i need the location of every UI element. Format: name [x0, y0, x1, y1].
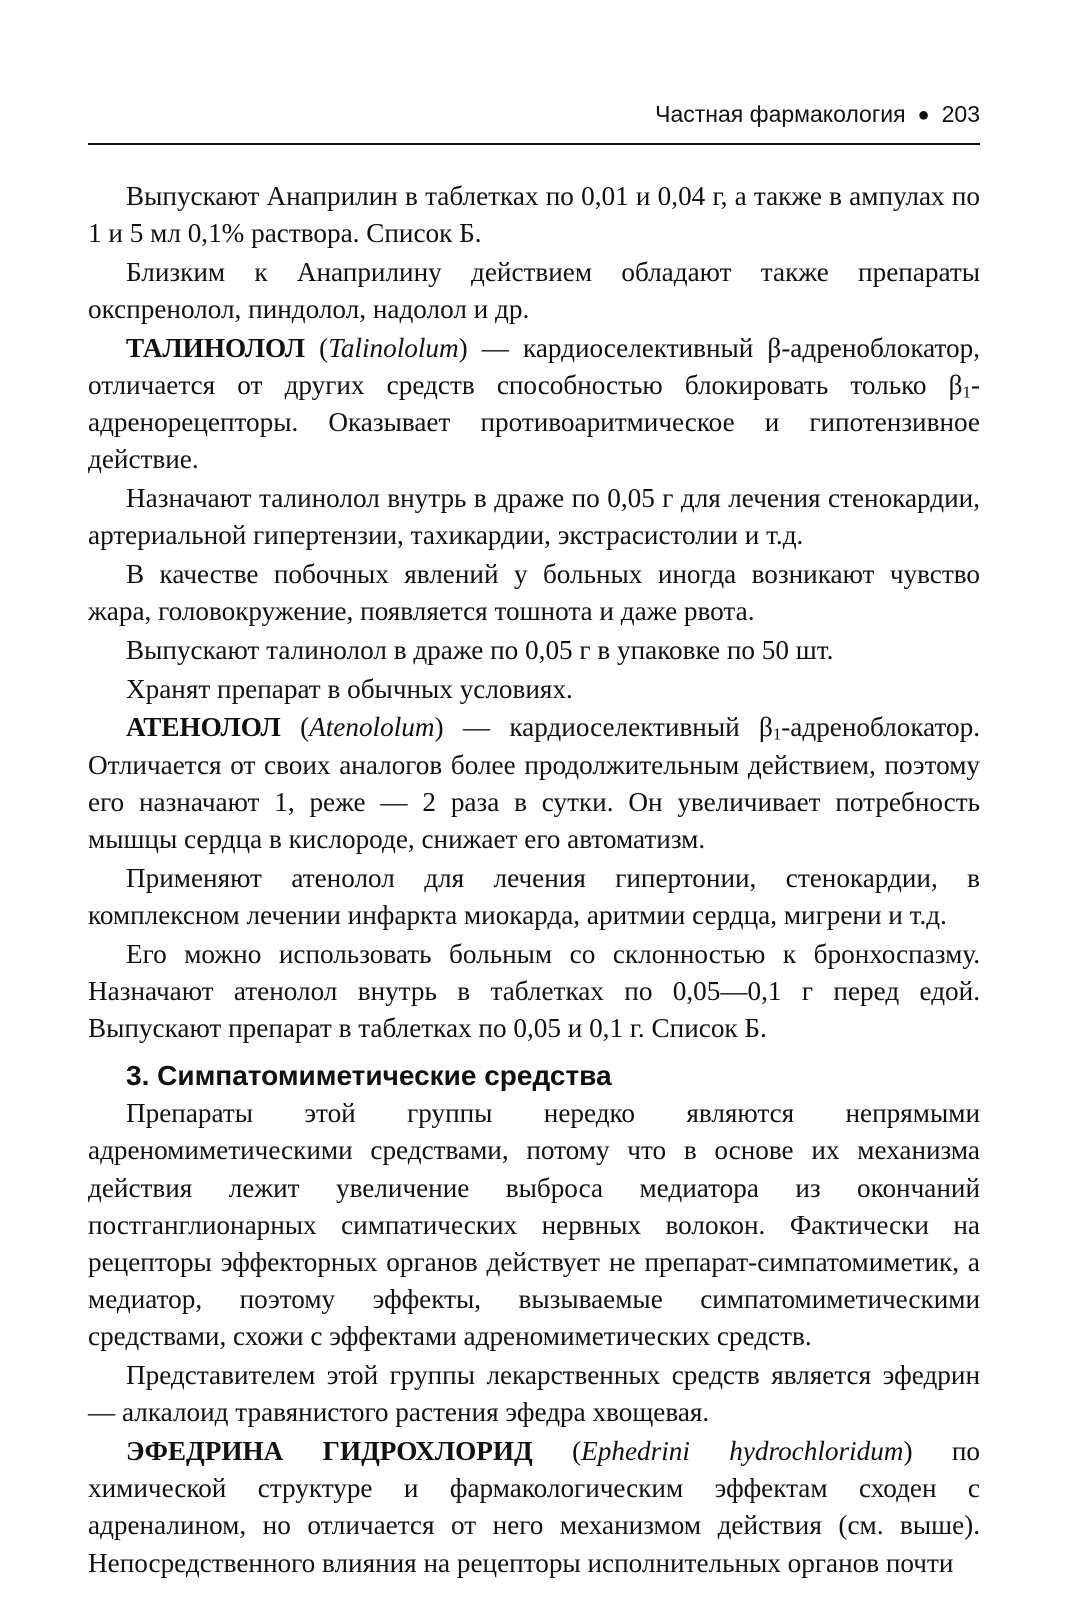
drug-name: ТАЛИНОЛОЛ — [126, 332, 306, 363]
section-heading: 3. Симпатомиметические средства — [126, 1060, 612, 1092]
drug-latin-name: Atenololum — [309, 712, 435, 743]
paragraph: Выпускают Анаприлин в таблетках по 0,01 и 0,04 г, а также в ампулах по 1 и 5 мл 0,1% раствора. Список Б. — [88, 181, 980, 249]
drug-name: АТЕНОЛОЛ — [126, 712, 281, 743]
paragraph: Хранят препарат в обычных условиях. — [126, 673, 573, 704]
paragraph: Его можно использовать больным со склонностью к бронхоспазму. Назначают атенолол внутрь в таблетках по 0,05—0,1 г перед едой. Выпускают препарат в таблетках по 0,05 и 0,1 г. Список Б. — [88, 938, 980, 1043]
paragraph: Выпускают талинолол в драже по 0,05 г в упаковке по 50 шт. — [126, 634, 834, 665]
paragraph: Применяют атенолол для лечения гипертонии, стенокардии, в комплексном лечении инфаркта миокарда, аритмии сердца, мигрени и т.д. — [88, 862, 980, 930]
drug-entry-atenolol: АТЕНОЛОЛ (Atenololum) — кардиоселективный $\beta_1$-адреноблокатор. Отличается от своих аналогов более продолжительным действием, поэтому его назначают 1, реже — 2 раза в сутки. Он увеличивает потребность мышцы сердца в кислороде, снижает его автоматизм. — [88, 712, 980, 854]
body-text — [88, 178, 980, 1583]
drug-entry-ephedrine: ЭФЕДРИНА ГИДРОХЛОРИД (Ephedrini hydrochloridum) по химической структуре и фармакологическим эффектам сходен с адреналином, но отличается от него механизмом действия (см. выше). Непосредственного влияния на рецепторы исполнительных органов почти — [88, 1436, 980, 1578]
paragraph: В качестве побочных явлений у больных иногда возникают чувство жара, головокружение, появляется тошнота и даже рвота. — [88, 559, 980, 627]
paragraph: Близким к Анаприлину действием обладают также препараты окспренолол, пиндолол, надолол и др. — [88, 256, 980, 325]
drug-entry-talinolol: ТАЛИНОЛОЛ (Talinololum) — кардиоселективный β-адреноблокатор, отличается от других средств способностью блокировать только $\beta_1$-адренорецепторы. Оказывает противоаритмическое и гипотензивное действие. — [88, 332, 980, 475]
drug-name: ЭФЕДРИНА ГИДРОХЛОРИД — [126, 1436, 533, 1466]
paragraph: Назначают талинолол внутрь в драже по 0,05 г для лечения стенокардии, артериальной гипертензии, тахикардии, экстрасистолии и т.д. — [88, 483, 980, 551]
page-number: 203 — [941, 101, 980, 127]
running-title: Частная фармакология — [655, 101, 906, 127]
paragraph: Представителем этой группы лекарственных средств является эфедрин — алкалоид травянистого растения эфедра хвощевая. — [88, 1360, 980, 1428]
drug-latin-name: Ephedrini hydrochloridum — [581, 1436, 904, 1466]
running-header — [88, 101, 980, 128]
paragraph: Препараты этой группы нередко являются непрямыми адреномиметическими средствами, потому что в основе их механизма действия лежит увеличение выброса медиатора из окончаний постганглионарных симпатических нервных волокон. Фактически на рецепторы эффекторных органов действует не препарат-симпатомиметик, а медиатор, поэтому эффекты, вызываемые симпатомиметическими средствами, схожи с эффектами адреномиметических средств. — [88, 1098, 980, 1352]
bullet-icon: ● — [917, 104, 930, 126]
header-rule — [88, 143, 980, 145]
drug-latin-name: Talinololum — [328, 332, 459, 363]
